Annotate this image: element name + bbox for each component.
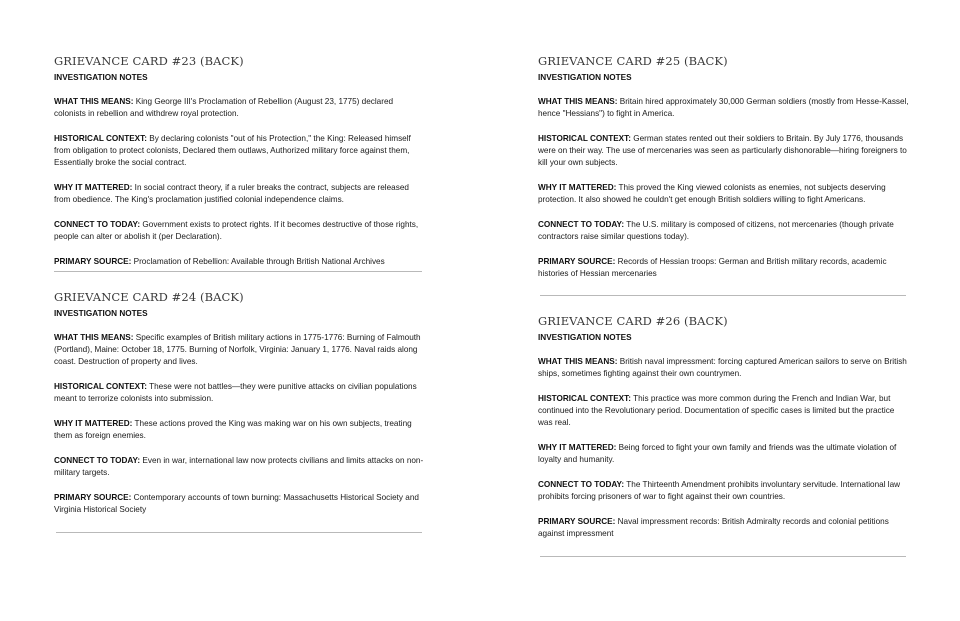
note-historical-context: [54, 133, 426, 169]
note-label: CONNECT TO TODAY:: [54, 220, 141, 229]
grievance-card-23: [54, 54, 426, 268]
note-label: HISTORICAL CONTEXT:: [538, 394, 631, 403]
note-text: Britain hired approximately 30,000 German soldiers (mostly from Hesse-Kassel, hence "Hessians") to fight in America.: [538, 97, 909, 118]
note-label: PRIMARY SOURCE:: [54, 493, 132, 502]
note-text: King George III's Proclamation of Rebellion (August 23, 1775) declared colonists in rebellion and withdrew royal protection.: [54, 97, 394, 118]
grievance-card-26: [538, 314, 910, 540]
note-label: WHAT THIS MEANS:: [54, 333, 134, 342]
note-text: Specific examples of British military actions in 1775-1776: Burning of Falmouth (Portland), Maine: October 18, 1775. Burning of Norfolk, Virginia: January 1, 1776. Naval raids along coast. Destruction of property and lives.: [54, 333, 421, 366]
note-label: WHAT THIS MEANS:: [538, 357, 618, 366]
card-divider: [540, 295, 906, 296]
note-label: WHY IT MATTERED:: [538, 443, 617, 452]
note-text: This proved the King viewed colonists as enemies, not subjects deserving protection. It also showed he couldn't get enough British soldiers willing to fight Americans.: [538, 183, 886, 204]
note-what-this-means: [538, 356, 910, 380]
note-text: This practice was more common during the French and Indian War, but continued into the Revolutionary period. Documentation of specific cases is limited but the practice was real.: [538, 394, 895, 427]
card-title: GRIEVANCE CARD #26 (BACK): [538, 314, 728, 328]
note-text: Even in war, international law now protects civilians and limits attacks on non-military targets.: [54, 456, 424, 477]
note-text: Records of Hessian troops: German and British military records, academic histories of Hessian mercenaries: [538, 257, 887, 278]
note-why-it-mattered: [538, 442, 910, 466]
note-primary-source: [538, 256, 910, 280]
note-label: WHY IT MATTERED:: [538, 183, 617, 192]
note-primary-source: [54, 256, 426, 268]
note-label: HISTORICAL CONTEXT:: [54, 382, 147, 391]
note-connect-to-today: [538, 479, 910, 503]
note-what-this-means: [54, 332, 426, 368]
note-label: WHAT THIS MEANS:: [54, 97, 134, 106]
note-connect-to-today: [54, 455, 426, 479]
note-label: HISTORICAL CONTEXT:: [54, 134, 147, 143]
note-text: These actions proved the King was making war on his own subjects, treating them as foreign enemies.: [54, 419, 412, 440]
grievance-card-24: [54, 290, 426, 516]
card-subtitle: INVESTIGATION NOTES: [538, 73, 632, 82]
card-divider: [54, 271, 422, 272]
note-label: PRIMARY SOURCE:: [538, 257, 616, 266]
note-primary-source: [54, 492, 426, 516]
note-label: PRIMARY SOURCE:: [538, 517, 616, 526]
note-why-it-mattered: [54, 418, 426, 442]
note-primary-source: [538, 516, 910, 540]
note-label: WHY IT MATTERED:: [54, 183, 133, 192]
note-connect-to-today: [54, 219, 426, 243]
note-text: By declaring colonists "out of his Protection," the King: Released himself from obligation to protect colonists, Declared them outlaws, Authorized military force against them, Essentially broke the social contract.: [54, 134, 411, 167]
note-text: The Thirteenth Amendment prohibits involuntary servitude. International law prohibits forcing prisoners of war to fight against their own countries.: [538, 480, 901, 501]
note-what-this-means: [538, 96, 910, 120]
grievance-card-25: [538, 54, 910, 280]
note-historical-context: [538, 133, 910, 169]
note-label: CONNECT TO TODAY:: [54, 456, 141, 465]
note-historical-context: [538, 393, 910, 429]
note-why-it-mattered: [54, 182, 426, 206]
card-title: GRIEVANCE CARD #24 (BACK): [54, 290, 244, 304]
note-text: Contemporary accounts of town burning: Massachusetts Historical Society and Virginia Historical Society: [54, 493, 419, 514]
note-what-this-means: [54, 96, 426, 120]
card-title: GRIEVANCE CARD #25 (BACK): [538, 54, 728, 68]
note-text: The U.S. military is composed of citizens, not mercenaries (though private contractors raise similar questions today).: [538, 220, 894, 241]
note-text: These were not battles—they were punitive attacks on civilian populations meant to terrorize colonists into submission.: [54, 382, 417, 403]
note-text: Naval impressment records: British Admiralty records and colonial petitions against impressment: [538, 517, 889, 538]
note-text: British naval impressment: forcing captured American sailors to serve on British ships, sometimes fighting against their own countrymen.: [538, 357, 907, 378]
note-text: Being forced to fight your own family and friends was the ultimate violation of loyalty and humanity.: [538, 443, 897, 464]
note-label: HISTORICAL CONTEXT:: [538, 134, 631, 143]
note-label: CONNECT TO TODAY:: [538, 480, 625, 489]
note-text: Proclamation of Rebellion: Available through British National Archives: [131, 257, 385, 266]
card-divider: [56, 532, 422, 533]
card-divider: [540, 556, 906, 557]
note-label: PRIMARY SOURCE:: [54, 257, 132, 266]
note-text: Government exists to protect rights. If it becomes destructive of those rights, people can alter or abolish it (per Declaration).: [54, 220, 419, 241]
note-historical-context: [54, 381, 426, 405]
card-subtitle: INVESTIGATION NOTES: [54, 309, 148, 318]
note-connect-to-today: [538, 219, 910, 243]
note-label: WHY IT MATTERED:: [54, 419, 133, 428]
note-label: CONNECT TO TODAY:: [538, 220, 625, 229]
note-text: German states rented out their soldiers to Britain. By July 1776, thousands were on their way. The use of mercenaries was seen as particularly dishonorable—hiring foreigners to kill your own subjects.: [538, 134, 907, 167]
card-subtitle: INVESTIGATION NOTES: [54, 73, 148, 82]
card-subtitle: INVESTIGATION NOTES: [538, 333, 632, 342]
note-label: WHAT THIS MEANS:: [538, 97, 618, 106]
note-text: In social contract theory, if a ruler breaks the contract, subjects are released from obedience. The King's proclamation justified colonial independence claims.: [54, 183, 409, 204]
card-title: GRIEVANCE CARD #23 (BACK): [54, 54, 244, 68]
note-why-it-mattered: [538, 182, 910, 206]
